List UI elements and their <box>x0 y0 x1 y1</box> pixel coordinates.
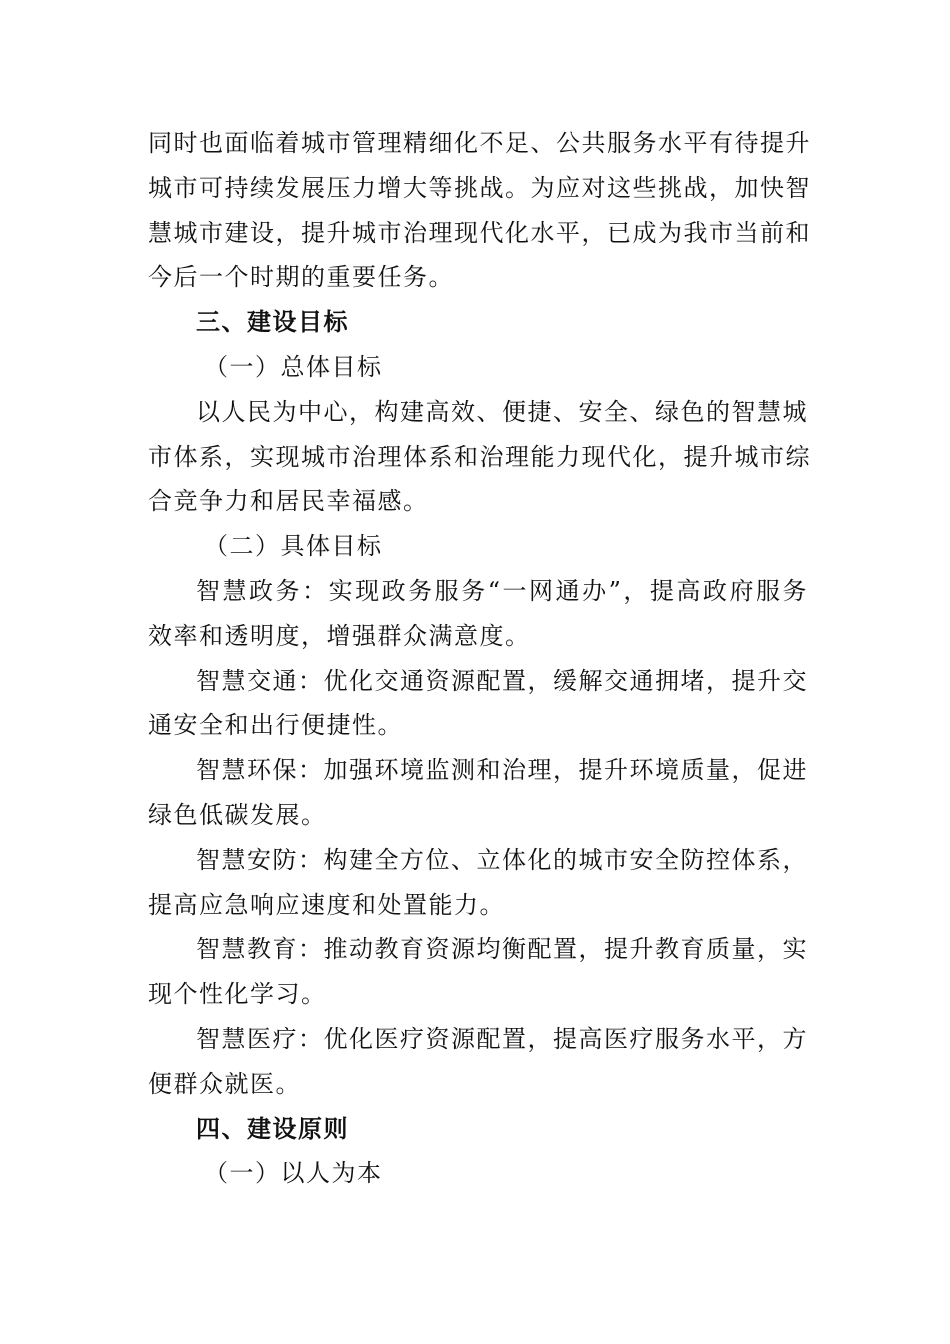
goal-item-education <box>148 927 808 1017</box>
overall-goal-line-2: 市体系，实现城市治理体系和治理能力现代化，提升城市综 <box>148 442 811 471</box>
intro-line-1: 同时也面临着城市管理精细化不足、公共服务水平有待提升 <box>148 129 811 157</box>
goal-item-line: 智慧环保：加强环境监测和治理，提升环境质量，促进 <box>196 756 808 785</box>
goal-item-line: 现个性化学习。 <box>148 980 327 1009</box>
section-heading-goals: 三、建设目标 <box>196 308 349 337</box>
goal-item-environment <box>148 748 808 838</box>
goal-item-healthcare <box>148 1017 808 1107</box>
goal-item-gov <box>148 569 808 659</box>
goal-item-traffic <box>148 659 808 749</box>
overall-goal-paragraph <box>148 390 811 524</box>
goal-item-line: 智慧交通：优化交通资源配置，缓解交通拥堵，提升交 <box>196 666 808 695</box>
subheading-overall-goal: （一）总体目标 <box>204 352 383 381</box>
intro-paragraph <box>148 121 811 300</box>
goal-item-line: 绿色低碳发展。 <box>148 800 327 829</box>
goal-item-line: 效率和透明度，增强群众满意度。 <box>148 621 531 650</box>
intro-line-4: 今后一个时期的重要任务。 <box>148 263 454 292</box>
goal-item-line: 通安全和出行便捷性。 <box>148 711 403 740</box>
intro-line-2: 城市可持续发展压力增大等挑战。为应对这些挑战，加快智 <box>148 173 811 202</box>
overall-goal-line-3: 合竞争力和居民幸福感。 <box>148 487 429 516</box>
goal-item-line: 智慧政务：实现政务服务“一网通办”，提高政府服务 <box>196 576 808 605</box>
goal-item-line: 智慧安防：构建全方位、立体化的城市安全防控体系， <box>196 845 808 874</box>
goal-item-line: 便群众就医。 <box>148 1069 301 1098</box>
goal-item-line: 智慧医疗：优化医疗资源配置，提高医疗服务水平，方 <box>196 1024 808 1053</box>
subheading-specific-goals: （二）具体目标 <box>204 532 383 561</box>
goal-item-security <box>148 838 808 928</box>
section-heading-principles: 四、建设原则 <box>196 1114 349 1143</box>
goal-item-line: 提高应急响应速度和处置能力。 <box>148 890 505 919</box>
subheading-people-first: （一）以人为本 <box>204 1159 383 1188</box>
overall-goal-line-1: 以人民为中心，构建高效、便捷、安全、绿色的智慧城 <box>196 397 808 426</box>
document-page <box>148 121 811 1196</box>
goal-item-line: 智慧教育：推动教育资源均衡配置，提升教育质量，实 <box>196 935 808 964</box>
intro-line-3: 慧城市建设，提升城市治理现代化水平，已成为我市当前和 <box>148 218 811 247</box>
